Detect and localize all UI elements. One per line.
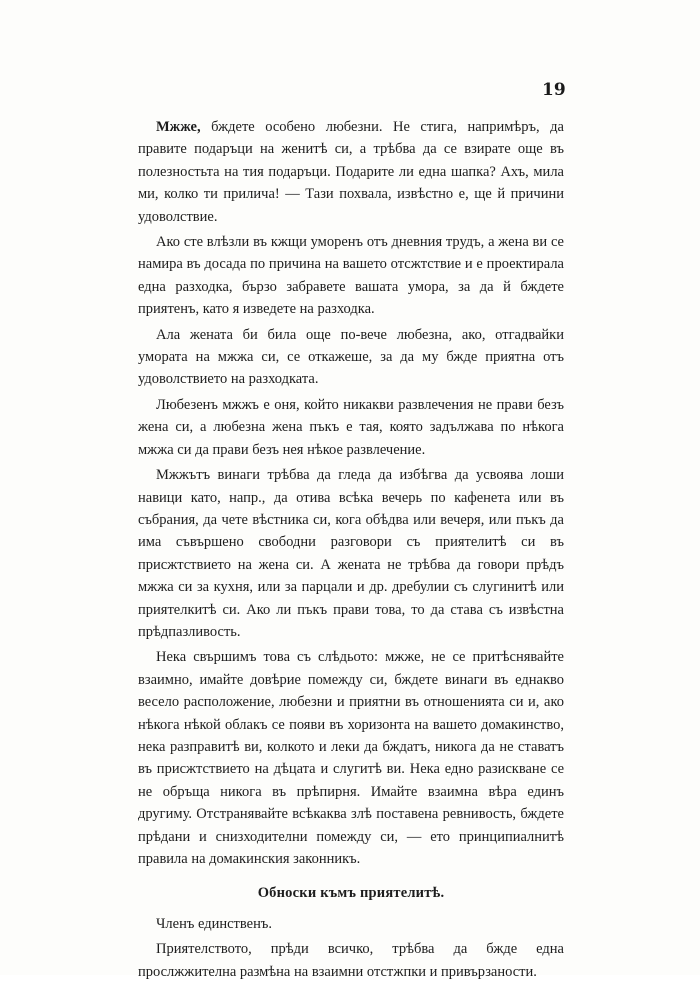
section-heading: Обноски къмъ приятелитѣ. <box>257 885 445 902</box>
page-number: 19 <box>542 80 566 100</box>
paragraph-2: Ако сте влѣзли въ кжщи уморенъ отъ дневния трудъ, а жена ви се намира въ досада по причина на вашето отсжтствие и е проектирала една разходка, бързо забравете вашата умора, за да й бждете приятенъ, като я изведете на разходка. <box>138 234 564 318</box>
paragraph-1 <box>138 116 564 228</box>
body-text <box>138 116 564 986</box>
paragraph-6: Нека свършимъ това съ слѣдьото: мжже, не се притѣснявайте взаимно, имайте довѣрие помежду си, бждете винаги въ еднакво весело расположение, любезни и приятни въ отношенията си и, ако нѣкога нѣкой облакъ се появи въ хоризонта на вашето домакинство, нека разправитѣ ви, колкото и леки да бждатъ, никога да не ставатъ въ присжтствието на дѣцата и слугитѣ ви. Нека едно разискване се не обръща никога въ прѣпирня. Имайте взаимна вѣра единъ другиму. Отстранявайте всѣкаква злѣ поставена ревнивость, бждете прѣдани и снизходителни помежду си, — ето принципиалнитѣ правила на домакинския законникъ. <box>138 649 564 867</box>
paragraph-3: Ала жената би била още по-вече любезна, ако, отгадвайки умората на мжжа си, се откажеше, за да му бжде приятна отъ удоволствието на разходката. <box>138 326 564 388</box>
final-paragraph: Приятелството, прѣди всичко, трѣбва да бжде една прослжжителна размѣна на взаимни отстжпки и привързаности. <box>138 941 564 980</box>
article-label: Членъ единственъ. <box>156 915 272 932</box>
paragraph-lead-word: Мжже, <box>156 119 201 135</box>
paragraph-5: Мжжътъ винаги трѣбва да гледа да избѣгва да усвоява лоши навици като, напр., да отива всѣка вечерь по кафенета или въ събрания, да чете вѣстника си, кога обѣдва или вечеря, или пъкъ да има съвършено свободни разговори съ приятелитѣ си въ присжтствието на жена си. А женатa не трѣбва да говори прѣдъ мжжа си за кухня, или за парцали и др. дребулии съ слугинитѣ или приятелкитѣ си. Ако ли пъкъ прави това, то да става съ извѣстна прѣдпазливость. <box>138 467 564 640</box>
paragraph-text: бждете особено любезни. Не стига, напримѣръ, да правите подаръци на женитѣ си, а трѣбва да се взирате още въ полезностьта на тия подаръци. Подарите ли една шапка? Ахъ, мила ми, колко ти прилича! — Тази похвала, извѣстно е, ще й причини удоволствие. <box>138 119 564 225</box>
paragraph-4: Любезенъ мжжъ е оня, който никакви развлечения не прави безъ жена си, а любезна жена пъкъ е тая, която задължава по нѣкога мжжа си да прави безъ нея нѣкое развлечение. <box>138 396 564 458</box>
